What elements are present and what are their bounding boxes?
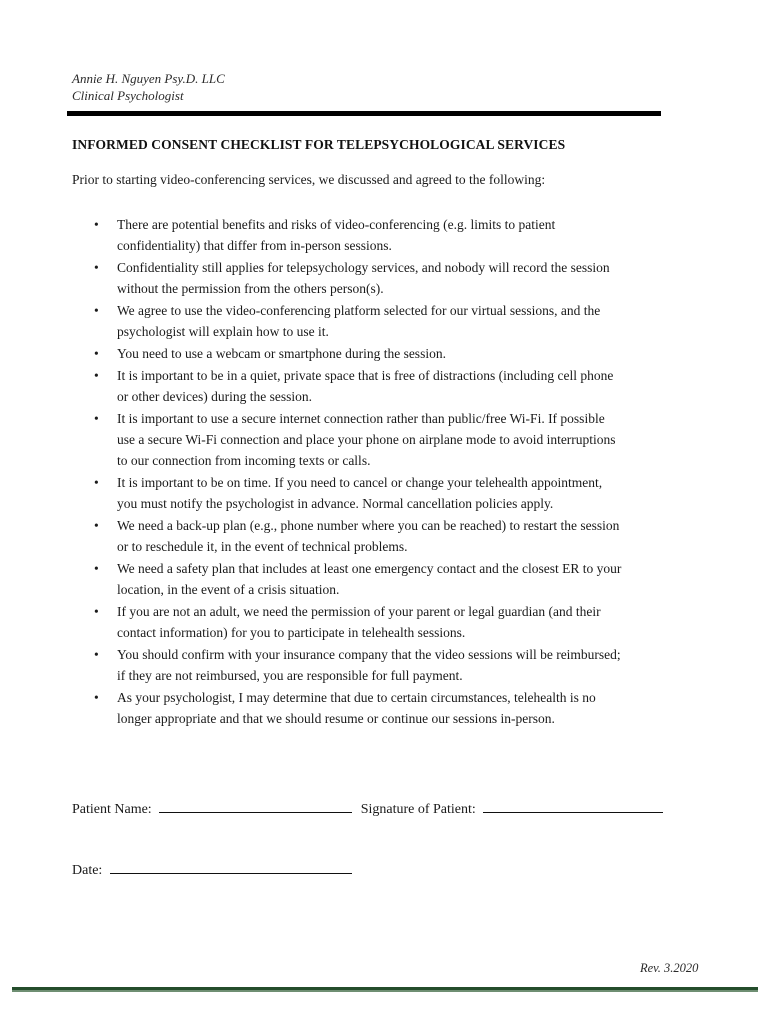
checklist-item-text: longer appropriate and that we should resume or continue our sessions in-person. <box>117 711 555 726</box>
date-label: Date: <box>72 863 103 878</box>
document-title: INFORMED CONSENT CHECKLIST FOR TELEPSYCHOLOGICAL SERVICES <box>72 137 566 152</box>
checklist-item <box>72 214 672 256</box>
bullet-icon: • <box>94 647 99 662</box>
letterhead <box>72 70 225 104</box>
bullet-icon: • <box>94 303 99 318</box>
checklist-item <box>72 687 672 729</box>
bullet-icon: • <box>94 604 99 619</box>
checklist-item-text: If you are not an adult, we need the permission of your parent or legal guardian (and their <box>117 604 601 619</box>
bullet-icon: • <box>94 346 99 361</box>
checklist-item <box>72 515 672 557</box>
checklist-item-text: without the permission from the others person(s). <box>117 281 384 296</box>
signature-row <box>72 798 663 818</box>
bullet-icon: • <box>94 475 99 490</box>
checklist-item-text: You need to use a webcam or smartphone during the session. <box>117 346 446 361</box>
bullet-icon: • <box>94 260 99 275</box>
checklist-item-text: Confidentiality still applies for telepsychology services, and nobody will record the session <box>117 260 610 275</box>
checklist-item <box>72 558 672 600</box>
header-divider <box>67 111 661 116</box>
date-field[interactable] <box>110 859 352 874</box>
checklist-item <box>72 644 672 686</box>
patient-name-field[interactable] <box>159 798 352 813</box>
checklist <box>72 214 672 730</box>
bullet-icon: • <box>94 518 99 533</box>
checklist-item-text: to our connection from incoming texts or calls. <box>117 453 371 468</box>
checklist-item <box>72 365 672 407</box>
checklist-item-text: location, in the event of a crisis situation. <box>117 582 340 597</box>
checklist-item <box>72 257 672 299</box>
checklist-item-text: It is important to use a secure internet connection rather than public/free Wi-Fi. If possible <box>117 411 605 426</box>
checklist-item-text: We need a back-up plan (e.g., phone number where you can be reached) to restart the session <box>117 518 620 533</box>
checklist-item-text: You should confirm with your insurance company that the video sessions will be reimbursed; <box>117 647 621 662</box>
footer-divider <box>12 987 758 992</box>
checklist-item <box>72 300 672 342</box>
checklist-item-text: We need a safety plan that includes at least one emergency contact and the closest ER to your <box>117 561 622 576</box>
signature-label: Signature of Patient: <box>360 802 476 817</box>
signature-field[interactable] <box>483 798 663 813</box>
practice-name: Annie H. Nguyen Psy.D. LLC <box>72 71 225 86</box>
patient-name-label: Patient Name: <box>72 802 152 817</box>
practice-role: Clinical Psychologist <box>72 88 184 103</box>
checklist-item-text: It is important to be in a quiet, private space that is free of distractions (including cell phone <box>117 368 614 383</box>
checklist-item-text: if they are not reimbursed, you are responsible for full payment. <box>117 668 463 683</box>
checklist-item-text: There are potential benefits and risks of video-conferencing (e.g. limits to patient <box>117 217 556 232</box>
checklist-item-text: As your psychologist, I may determine that due to certain circumstances, telehealth is no <box>117 690 596 705</box>
checklist-item-text: use a secure Wi-Fi connection and place your phone on airplane mode to avoid interruptions <box>117 432 616 447</box>
bullet-icon: • <box>94 217 99 232</box>
date-row <box>72 859 352 879</box>
checklist-item-text: psychologist will explain how to use it. <box>117 324 329 339</box>
revision-label: Rev. 3.2020 <box>640 961 699 975</box>
bullet-icon: • <box>94 368 99 383</box>
checklist-item-text: you must notify the psychologist in advance. Normal cancellation policies apply. <box>117 496 554 511</box>
checklist-item-text: confidentiality) that differ from in-person sessions. <box>117 238 392 253</box>
bullet-icon: • <box>94 690 99 705</box>
checklist-item-text: contact information) for you to participate in telehealth sessions. <box>117 625 466 640</box>
intro-text: Prior to starting video-conferencing services, we discussed and agreed to the following: <box>72 172 546 187</box>
checklist-item <box>72 601 672 643</box>
checklist-item <box>72 472 672 514</box>
checklist-item-text: It is important to be on time. If you need to cancel or change your telehealth appointment, <box>117 475 603 490</box>
checklist-item-text: We agree to use the video-conferencing platform selected for our virtual sessions, and the <box>117 303 601 318</box>
checklist-item <box>72 343 672 364</box>
bullet-icon: • <box>94 561 99 576</box>
checklist-item-text: or to reschedule it, in the event of technical problems. <box>117 539 408 554</box>
bullet-icon: • <box>94 411 99 426</box>
checklist-item <box>72 408 672 471</box>
checklist-item-text: or other devices) during the session. <box>117 389 312 404</box>
